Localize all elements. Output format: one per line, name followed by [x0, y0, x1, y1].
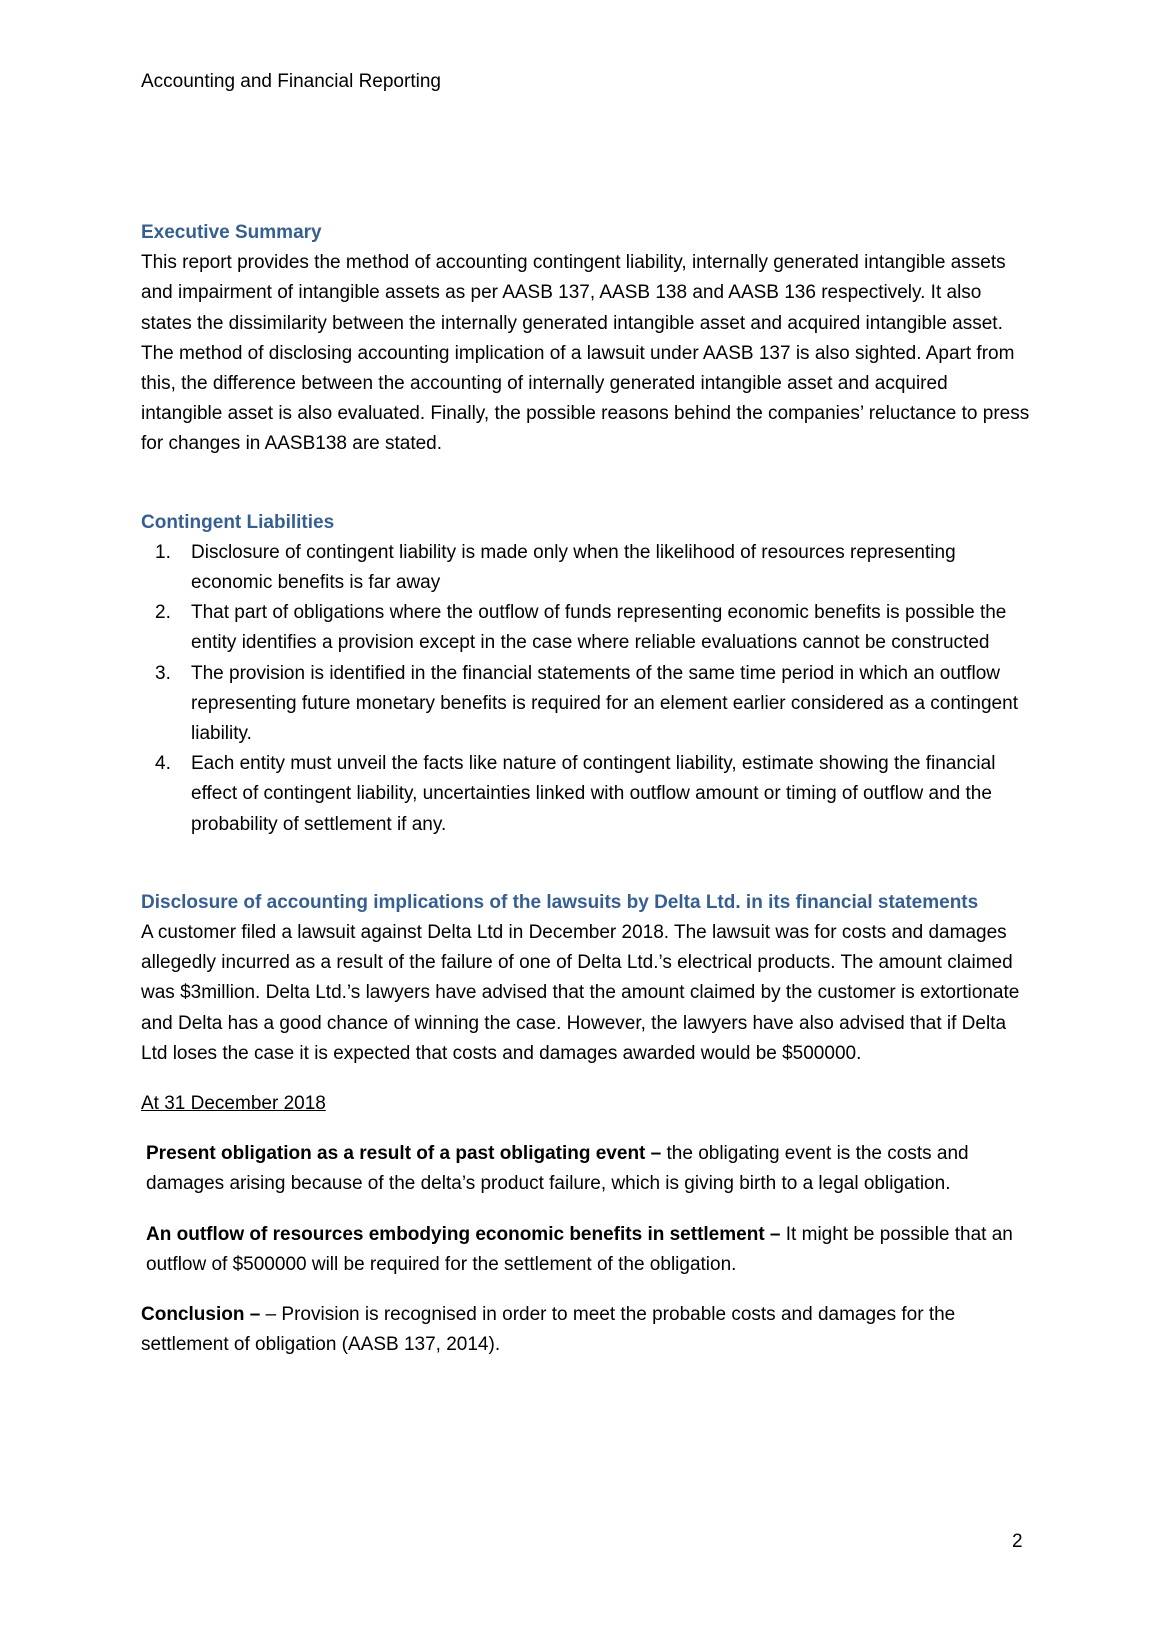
outflow-label: An outflow of resources embodying economic benefits in settlement – — [146, 1223, 781, 1245]
list-item-number: 3. — [155, 662, 171, 684]
list-item — [141, 538, 1031, 598]
present-obligation-text: the obligating event is the costs and damages arising because of the delta’s product failure, which is giving birth to a legal obligation. — [146, 1143, 969, 1195]
disclosure-heading: Disclosure of accounting implications of the lawsuits by Delta Ltd. in its financial statements — [141, 891, 979, 913]
present-obligation-paragraph — [141, 1139, 1031, 1199]
list-item-number: 1. — [155, 541, 171, 563]
list-item — [141, 659, 1031, 750]
page-content — [141, 218, 1031, 1361]
conclusion-text: – Provision is recognised in order to meet the probable costs and damages for the settlement of obligation (AASB 137, 2014). — [141, 1304, 956, 1356]
list-item-text: Disclosure of contingent liability is made only when the likelihood of resources representing economic benefits is far away — [191, 541, 956, 594]
list-item — [141, 749, 1031, 840]
list-item-number: 2. — [155, 602, 171, 624]
outflow-text: It might be possible that an outflow of $500000 will be required for the settlement of the obligation. — [146, 1223, 1013, 1275]
executive-summary-section — [141, 218, 1031, 460]
page-header: Accounting and Financial Reporting — [141, 71, 441, 92]
date-subheading: At 31 December 2018 — [141, 1093, 326, 1115]
conclusion-label: Conclusion – — [141, 1304, 261, 1326]
list-item-text: The provision is identified in the financial statements of the same time period in which an outflow representing future monetary benefits is required for an element earlier considered as a contingent liability. — [191, 662, 1018, 745]
contingent-liabilities-section — [141, 508, 1031, 840]
disclosure-body: A customer filed a lawsuit against Delta Ltd in December 2018. The lawsuit was for costs and damages allegedly incurred as a result of the failure of one of Delta Ltd.’s electrical products. The amount claimed was $3million. Delta Ltd.’s lawyers have advised that the amount claimed by the customer is extortionate and Delta has a good chance of winning the case. However, the lawyers have also advised that if Delta Ltd loses the case it is expected that costs and damages awarded would be $500000. — [141, 922, 1020, 1064]
executive-summary-body: This report provides the method of accounting contingent liability, internally generated intangible assets and impairment of intangible assets as per AASB 137, AASB 138 and AASB 136 respectively. It also states the dissimilarity between the internally generated intangible asset and acquired intangible asset. The method of disclosing accounting implication of a lawsuit under AASB 137 is also sighted. Apart from this, the difference between the accounting of internally generated intangible asset and acquired intangible asset is also evaluated. Finally, the possible reasons behind the companies’ reluctance to press for changes in AASB138 are stated. — [141, 252, 1030, 455]
contingent-liabilities-heading: Contingent Liabilities — [141, 511, 335, 533]
list-item-text: Each entity must unveil the facts like nature of contingent liability, estimate showing the financial effect of contingent liability, uncertainties linked with outflow amount or timing of outflow and the probability of settlement if any. — [191, 753, 996, 835]
outflow-paragraph — [141, 1220, 1031, 1280]
executive-summary-heading: Executive Summary — [141, 222, 322, 243]
list-item-number: 4. — [155, 753, 171, 775]
page-number: 2 — [1012, 1531, 1023, 1552]
contingent-liabilities-list — [141, 538, 1031, 840]
conclusion-paragraph — [141, 1300, 1031, 1360]
present-obligation-label: Present obligation as a result of a past obligating event – — [146, 1143, 662, 1165]
list-item — [141, 598, 1031, 658]
disclosure-section — [141, 888, 1031, 1361]
list-item-text: That part of obligations where the outflow of funds representing economic benefits is possible the entity identifies a provision except in the case where reliable evaluations cannot be constructed — [191, 602, 1007, 654]
